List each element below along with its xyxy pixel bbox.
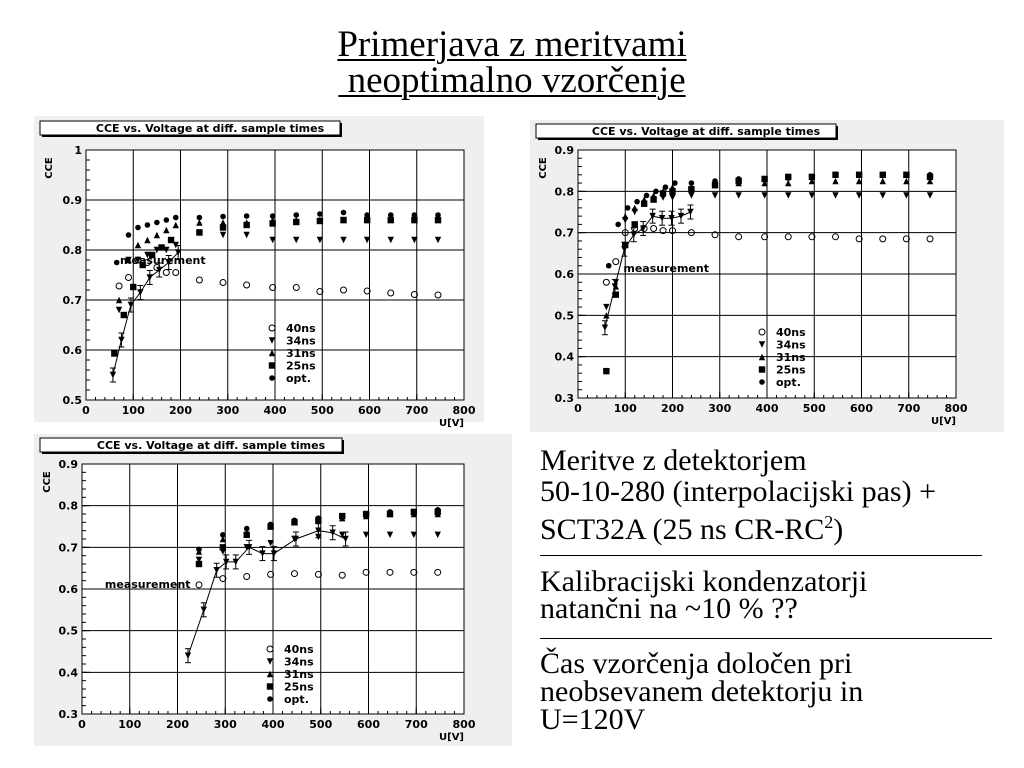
x-tick-label: 500: [310, 404, 334, 417]
legend-label: 25ns: [284, 680, 314, 694]
data-point: [268, 522, 274, 528]
legend-marker: [759, 366, 765, 372]
x-tick-label: 800: [944, 402, 968, 415]
data-point: [135, 225, 141, 231]
legend-label: 40ns: [776, 326, 806, 339]
legend-label: 31ns: [284, 668, 314, 681]
data-point: [364, 212, 370, 218]
x-tick-label: 400: [261, 718, 285, 731]
chart-title: CCE vs. Voltage at diff. sample times: [96, 439, 326, 452]
data-point: [317, 211, 323, 217]
data-point: [244, 213, 250, 219]
annotation-measurement: measurement: [120, 253, 206, 267]
data-point: [168, 237, 174, 243]
note-line-2: 50-10-280 (interpolacijski pas) +: [540, 475, 936, 508]
data-point: [220, 544, 226, 550]
note-separator-2: [540, 638, 992, 639]
data-point: [412, 212, 418, 218]
data-point: [111, 350, 117, 356]
annotation-measurement: measurement: [104, 577, 191, 591]
legend-label: opt.: [284, 693, 309, 706]
data-point: [220, 532, 226, 538]
legend-label: 34ns: [286, 334, 316, 348]
data-point: [197, 215, 203, 221]
data-point: [292, 517, 298, 523]
legend-label: 34ns: [284, 655, 314, 669]
y-tick-label: 0.5: [58, 624, 78, 638]
x-tick-label: 100: [118, 718, 142, 731]
legend-label: 40ns: [284, 643, 314, 656]
x-tick-label: 0: [574, 402, 582, 415]
x-tick-label: 600: [850, 402, 873, 415]
x-tick-label: 800: [452, 404, 476, 417]
legend-label: 31ns: [286, 347, 316, 360]
data-point: [785, 175, 791, 181]
x-axis-label: U[V]: [439, 732, 464, 743]
data-point: [158, 244, 164, 250]
x-tick-label: 200: [661, 402, 684, 415]
note-line-7: neobsevanem detektorju in: [540, 675, 864, 708]
y-tick-label: 0.6: [554, 268, 574, 281]
x-tick-label: 200: [169, 404, 192, 417]
note-line-3: [540, 507, 1010, 545]
data-point: [317, 218, 323, 224]
slide-title-line2-text: neoptimalno vzorčenje: [338, 60, 686, 101]
legend-label: 40ns: [286, 322, 316, 335]
legend-label: 25ns: [286, 359, 316, 373]
data-point: [689, 180, 695, 186]
data-point: [363, 511, 369, 517]
data-point: [672, 180, 678, 186]
data-point: [339, 513, 345, 519]
data-point: [625, 205, 631, 211]
y-tick-label: 1: [74, 144, 82, 157]
data-point: [243, 222, 249, 228]
y-tick-label: 0.9: [58, 458, 78, 471]
note-line-4: Kalibracijski kondenzatorji: [540, 565, 868, 598]
data-point: [220, 214, 226, 220]
legend-marker: [267, 696, 273, 702]
data-point: [121, 312, 127, 318]
slide-title-line2: [0, 62, 1024, 99]
data-point: [387, 509, 393, 515]
legend-marker: [267, 683, 273, 689]
x-axis-label: U[V]: [439, 418, 464, 429]
x-tick-label: 700: [897, 402, 921, 415]
chart-title: CCE vs. Voltage at diff. sample times: [591, 125, 821, 138]
x-tick-label: 300: [216, 404, 240, 417]
y-tick-label: 0.6: [62, 344, 82, 357]
note-separator-1: [540, 555, 982, 556]
y-tick-label: 0.5: [62, 394, 82, 407]
x-tick-label: 500: [802, 402, 826, 415]
data-point: [644, 193, 650, 199]
data-point: [880, 172, 886, 178]
legend-marker: [759, 379, 765, 385]
data-point: [316, 515, 322, 521]
legend-marker: [269, 375, 275, 381]
data-point: [927, 172, 933, 178]
y-tick-label: 0.9: [62, 194, 82, 207]
data-point: [688, 186, 694, 192]
data-point: [341, 210, 347, 216]
data-point: [435, 212, 441, 218]
data-point: [603, 368, 609, 374]
data-point: [269, 220, 275, 226]
x-tick-label: 300: [708, 402, 732, 415]
data-point: [653, 189, 659, 195]
note-line-1: Meritve z detektorjem: [540, 444, 807, 477]
note-line-3-sup: 2: [824, 512, 834, 532]
x-tick-label: 700: [404, 718, 428, 731]
legend-marker: [269, 362, 275, 368]
data-point: [606, 263, 612, 269]
x-tick-label: 800: [452, 718, 476, 731]
data-point: [196, 229, 202, 235]
note-sampling: [540, 647, 1010, 736]
y-tick-label: 0.5: [554, 309, 574, 323]
x-tick-label: 600: [357, 718, 380, 731]
data-point: [833, 172, 839, 178]
y-tick-label: 0.4: [554, 350, 574, 364]
y-tick-label: 0.3: [58, 708, 78, 721]
data-point: [293, 212, 299, 218]
annotation-measurement: measurement: [623, 262, 709, 276]
x-tick-label: 700: [405, 404, 429, 417]
note-line-6: Čas vzorčenja določen pri: [540, 647, 853, 680]
x-tick-label: 500: [309, 718, 333, 731]
y-tick-label: 0.8: [62, 244, 82, 257]
chart-3: [34, 434, 512, 746]
data-point: [634, 199, 640, 205]
note-line-3-prefix: SCT32A (25 ns CR-RC: [540, 513, 825, 546]
data-point: [660, 190, 666, 196]
legend-label: 25ns: [776, 363, 806, 377]
data-point: [270, 213, 276, 219]
data-point: [650, 196, 656, 202]
data-point: [244, 526, 250, 532]
x-tick-label: 600: [358, 404, 381, 417]
x-tick-label: 100: [121, 404, 145, 417]
data-point: [340, 217, 346, 223]
note-detector: [540, 445, 1010, 545]
x-axis-label: U[V]: [931, 416, 956, 427]
data-point: [809, 174, 815, 180]
y-axis-label: CCE: [538, 157, 549, 179]
data-point: [641, 201, 647, 207]
slide-title-line1-text: Primerjava z meritvami: [337, 24, 687, 65]
y-tick-label: 0.7: [58, 541, 78, 555]
y-axis-label: CCE: [44, 157, 55, 179]
y-tick-label: 0.6: [58, 583, 78, 596]
data-point: [632, 221, 638, 227]
chart-1: [34, 116, 484, 429]
data-point: [762, 176, 768, 182]
chart-panel-3: [34, 434, 512, 746]
data-point: [856, 172, 862, 178]
note-line-8: U=120V: [540, 703, 646, 736]
chart-panel-2: [530, 120, 1004, 432]
y-axis-label: CCE: [42, 471, 53, 493]
data-point: [904, 172, 910, 178]
x-tick-label: 100: [613, 402, 637, 415]
slide-title-line1: [0, 26, 1024, 63]
data-point: [712, 178, 718, 184]
y-tick-label: 0.7: [62, 294, 82, 307]
data-point: [154, 220, 160, 226]
note-line-5: natančni na ~10 % ??: [540, 592, 798, 625]
y-tick-label: 0.9: [554, 144, 574, 157]
data-point: [196, 547, 202, 553]
data-point: [411, 509, 417, 515]
x-tick-label: 0: [78, 718, 86, 731]
data-point: [388, 212, 394, 218]
data-point: [164, 217, 170, 223]
data-point: [130, 284, 136, 290]
data-point: [435, 507, 441, 513]
data-point: [669, 188, 675, 194]
y-tick-label: 0.3: [554, 392, 574, 405]
data-point: [114, 260, 120, 266]
data-point: [145, 222, 151, 228]
legend-label: 31ns: [776, 351, 806, 364]
data-point: [244, 532, 250, 538]
legend-label: 34ns: [776, 338, 806, 352]
data-point: [293, 219, 299, 225]
x-tick-label: 200: [166, 718, 189, 731]
chart-2: [530, 120, 1004, 432]
data-point: [615, 222, 621, 228]
data-point: [736, 176, 742, 182]
y-tick-label: 0.8: [58, 499, 78, 513]
x-tick-label: 400: [263, 404, 287, 417]
y-tick-label: 0.8: [554, 185, 574, 199]
y-tick-label: 0.4: [58, 666, 78, 680]
chart-title: CCE vs. Voltage at diff. sample times: [95, 122, 325, 135]
y-tick-label: 0.7: [554, 226, 574, 240]
note-line-3-suffix: ): [833, 513, 844, 546]
legend-label: opt.: [776, 376, 801, 389]
data-point: [196, 561, 202, 567]
data-point: [173, 215, 179, 221]
x-tick-label: 400: [755, 402, 779, 415]
legend-label: opt.: [286, 372, 311, 385]
x-tick-label: 0: [82, 404, 90, 417]
note-calibration: [540, 565, 1010, 625]
data-point: [663, 184, 669, 190]
x-tick-label: 300: [213, 718, 237, 731]
chart-panel-1: [34, 116, 484, 429]
data-point: [220, 224, 226, 230]
data-point: [126, 232, 132, 238]
